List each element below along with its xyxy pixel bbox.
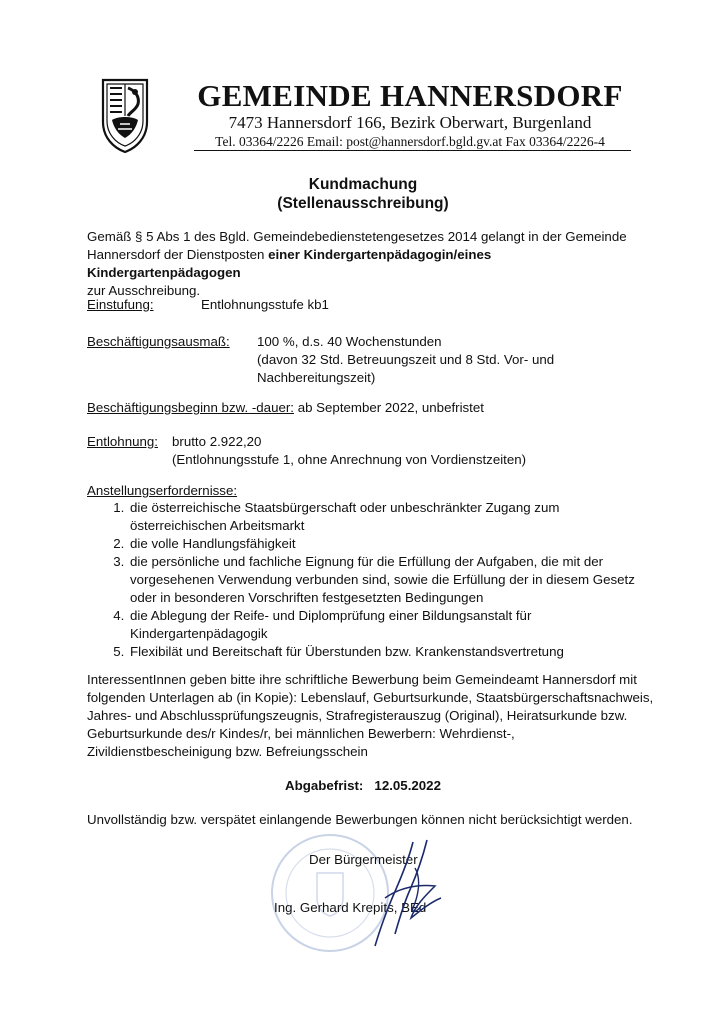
ausmass-line: 100 %, d.s. 40 Wochenstunden bbox=[257, 334, 442, 349]
einstufung-label: Einstufung: bbox=[87, 297, 154, 312]
document-title bbox=[0, 175, 726, 213]
requirement-line: 3. die persönliche und fachliche Eignung für die Erfüllung der Aufgaben, die mit der bbox=[130, 554, 604, 569]
requirement-item bbox=[128, 553, 668, 607]
requirement-line: 5. Flexibilät und Bereitschaft für Überstunden bzw. Krankenstandsvertretung bbox=[130, 644, 564, 659]
letterhead-rule bbox=[194, 150, 631, 151]
requirement-item bbox=[128, 499, 668, 535]
ausmass-label: Beschäftigungsausmaß: bbox=[87, 334, 230, 349]
application-line: folgenden Unterlagen ab (in Kopie): Lebenslauf, Geburtsurkunde, Staatsbürgerschaftsnachweis, bbox=[87, 690, 654, 705]
intro-text: Hannersdorf der Dienstposten bbox=[87, 247, 269, 262]
requirement-line: 2. die volle Handlungsfähigkeit bbox=[130, 536, 296, 551]
application-line: Zivildienstbescheinigung bzw. Befreiungsschein bbox=[87, 744, 368, 759]
intro-paragraph bbox=[87, 228, 647, 300]
entlohnung-label: Entlohnung: bbox=[87, 434, 158, 449]
requirement-item bbox=[128, 535, 668, 553]
requirements-label: Anstellungserfordernisse: bbox=[87, 483, 238, 498]
intro-line: zur Ausschreibung. bbox=[87, 283, 201, 298]
municipality-address: 7473 Hannersdorf 166, Bezirk Oberwart, Burgenland bbox=[228, 113, 592, 132]
requirement-line: vorgesehenen Verwendung verbunden sind, sowie die Erfüllung der in diesem Gesetz bbox=[130, 572, 635, 587]
entlohnung-line: brutto 2.922,20 bbox=[172, 434, 262, 449]
municipality-contact: Tel. 03364/2226 Email: post@hannersdorf.bgld.gv.at Fax 03364/2226-4 bbox=[215, 134, 605, 149]
municipality-title: GEMEINDE HANNERSDORF bbox=[197, 78, 623, 113]
position-title: einer Kindergartenpädagogin/eines Kindergartenpädagogen bbox=[87, 247, 492, 280]
requirement-item bbox=[128, 607, 668, 643]
requirement-item bbox=[128, 643, 668, 661]
beginn-value: ab September 2022, unbefristet bbox=[297, 400, 484, 415]
entlohnung-value bbox=[172, 433, 612, 469]
requirement-line: 1. die österreichische Staatsbürgerschaft oder unbeschränkter Zugang zum bbox=[130, 500, 560, 515]
intro-line: Gemäß § 5 Abs 1 des Bgld. Gemeindebedienstetengesetzes 2014 gelangt in der Gemeinde bbox=[87, 229, 627, 244]
handwritten-signature-icon bbox=[355, 838, 455, 953]
application-line: Jahres- und Abschlussprüfungszeugnis, Strafregisterauszug (Original), Heiratsurkunde bzw. bbox=[87, 708, 628, 723]
application-line: InteressentInnen geben bitte ihre schriftliche Bewerbung beim Gemeindeamt Hannersdorf mit bbox=[87, 672, 637, 687]
einstufung-value: Entlohnungsstufe kb1 bbox=[201, 297, 329, 312]
deadline-label: Abgabefrist: bbox=[285, 778, 364, 793]
application-line: Geburtsurkunde des/r Kindes/r, bei männlichen Bewerbern: Wehrdienst-, bbox=[87, 726, 515, 741]
requirement-line: oder in besonderen Vorschriften festgesetzten Bedingungen bbox=[130, 590, 484, 605]
requirement-line: Kindergartenpädagogik bbox=[130, 626, 268, 641]
mayor-role: Der Bürgermeister bbox=[309, 852, 418, 867]
entlohnung-line: (Entlohnungsstufe 1, ohne Anrechnung von Vordienstzeiten) bbox=[172, 452, 527, 467]
ausmass-line: (davon 32 Std. Betreuungszeit und 8 Std. Vor- und bbox=[257, 352, 555, 367]
ausmass-line: Nachbereitungszeit) bbox=[257, 370, 376, 385]
intro-line bbox=[87, 246, 647, 282]
requirements-list bbox=[104, 499, 668, 661]
deadline-value: 12.05.2022 bbox=[374, 778, 441, 793]
coat-of-arms-icon bbox=[100, 76, 150, 154]
late-submission-note: Unvollständig bzw. verspätet einlangende Bewerbungen können nicht berücksichtigt werden. bbox=[87, 812, 633, 827]
mayor-name: Ing. Gerhard Krepits, BEd bbox=[274, 900, 427, 915]
document-title-line2: (Stellenausschreibung) bbox=[277, 195, 449, 212]
requirement-line: österreichischen Arbeitsmarkt bbox=[130, 518, 305, 533]
deadline-row bbox=[0, 777, 726, 795]
ausmass-value bbox=[257, 333, 637, 387]
requirement-line: 4. die Ablegung der Reife- und Diplomprüfung einer Bildungsanstalt für bbox=[130, 608, 532, 623]
beginn-label: Beschäftigungsbeginn bzw. -dauer: bbox=[87, 400, 294, 415]
application-paragraph bbox=[87, 671, 667, 761]
beginn-row bbox=[87, 399, 484, 417]
document-title-line1: Kundmachung bbox=[308, 176, 418, 193]
